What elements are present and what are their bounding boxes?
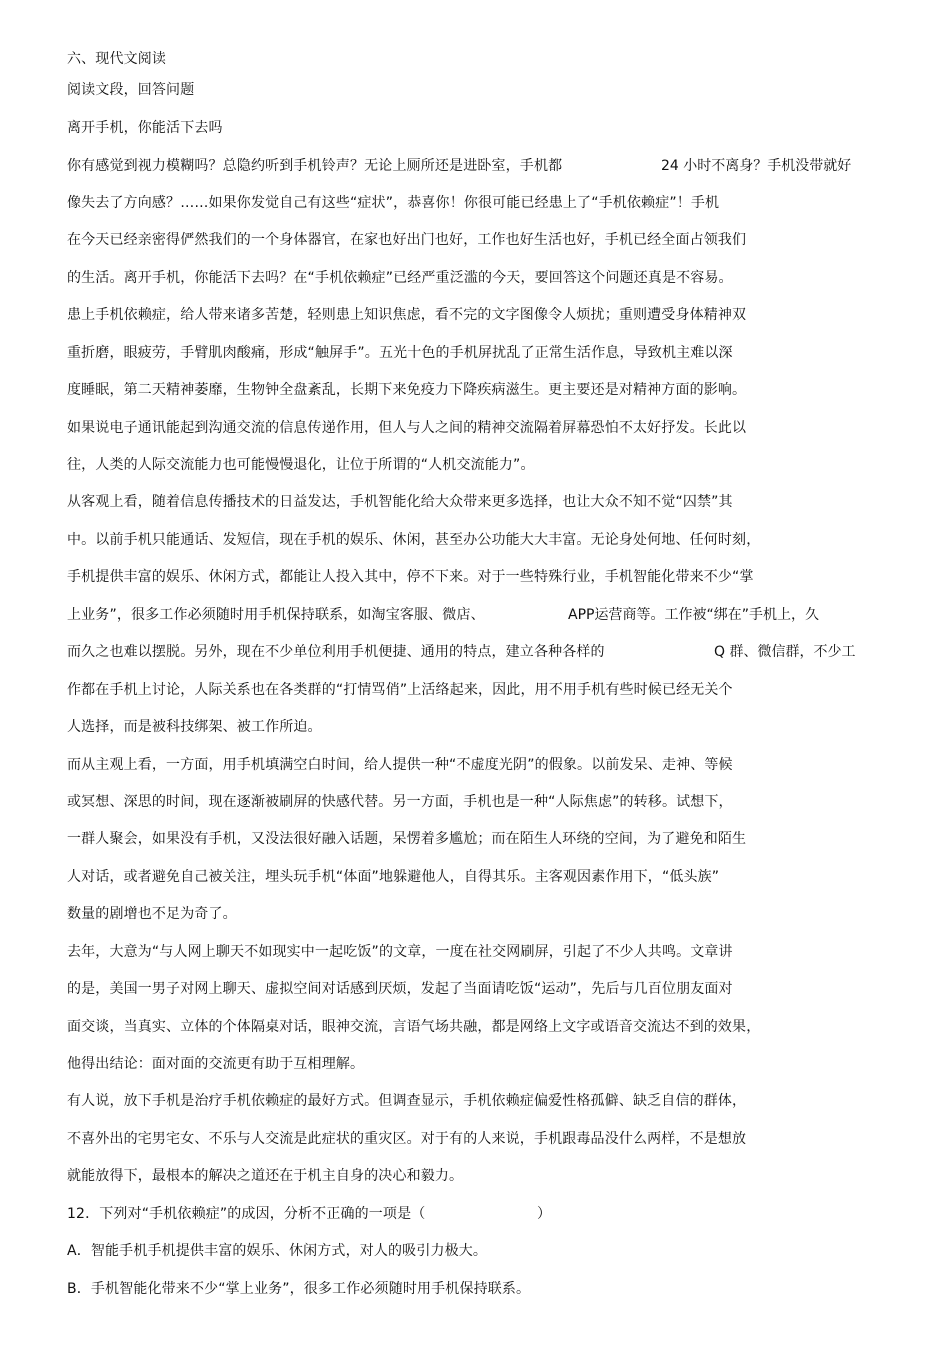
paragraph-line: 去年，大意为“与人网上聊天不如现实中一起吃饭”的文章，一度在社交网刷屏，引起了不少人共鸣。文章讲 (67, 944, 733, 960)
section-title: 六、现代文阅读 (67, 51, 167, 67)
paragraph-line: 的是，美国一男子对网上聊天、虚拟空间对话感到厌烦，发起了当面请吃饭“运动”，先后与几百位朋友面对 (67, 981, 733, 997)
option-b: B．手机智能化带来不少“掌上业务”，很多工作必须随时用手机保持联系。 (67, 1281, 531, 1297)
paragraph-line: 他得出结论：面对面的交流更有助于互相理解。 (67, 1056, 365, 1072)
paragraph-line-tail: Q 群、微信群，不少工 (714, 644, 856, 660)
paragraph-line: 重折磨，眼疲劳，手臂肌肉酸痛，形成“触屏手”。五光十色的手机屏扰乱了正常生活作息，导致机主难以深 (67, 345, 733, 361)
paragraph-line: 不喜外出的宅男宅女、不乐与人交流是此症状的重灾区。对于有的人来说，手机跟毒品没什么两样，不是想放 (67, 1131, 747, 1147)
paragraph-line: 像失去了方向感？……如果你发觉自己有这些“症状”，恭喜你！你很可能已经患上了“手机依赖症”！手机 (67, 195, 720, 211)
paragraph-line: 人选择，而是被科技绑架、被工作所迫。 (67, 719, 322, 735)
paragraph-line: 就能放得下，最根本的解决之道还在于机主自身的决心和毅力。 (67, 1168, 464, 1184)
paragraph-line: 数量的剧增也不足为奇了。 (67, 906, 237, 922)
paragraph-line: 上业务”，很多工作必须随时用手机保持联系，如淘宝客服、微店、 (67, 607, 485, 623)
paragraph-line: 度睡眠，第二天精神萎靡，生物钟全盘紊乱，长期下来免疫力下降疾病滋生。更主要还是对精神方面的影响。 (67, 382, 747, 398)
instruction: 阅读文段，回答问题 (67, 82, 195, 98)
paragraph-line: 手机提供丰富的娱乐、休闲方式，都能让人投入其中，停不下来。对于一些特殊行业，手机智能化带来不少“掌 (67, 569, 754, 585)
paragraph-line: 作都在手机上讨论，人际关系也在各类群的“打情骂俏”上活络起来，因此，用不用手机有些时候已经无关个 (67, 682, 733, 698)
paragraph-line: 往，人类的人际交流能力也可能慢慢退化，让位于所谓的“人机交流能力”。 (67, 457, 535, 473)
paragraph-line: 的生活。离开手机，你能活下去吗？在“手机依赖症”已经严重泛滥的今天，要回答这个问题还真是不容易。 (67, 270, 733, 286)
paragraph-line: 一群人聚会，如果没有手机，又没法很好融入话题，呆愣着多尴尬；而在陌生人环绕的空间，为了避免和陌生 (67, 831, 747, 847)
paragraph-line-tail: 24 小时不离身？手机没带就好 (661, 158, 852, 174)
question-close-paren: ） (537, 1206, 551, 1222)
paragraph-line: 人对话，或者避免自己被关注，埋头玩手机“体面”地躲避他人，自得其乐。主客观因素作用下，“低头族” (67, 869, 720, 885)
paragraph-line: 从客观上看，随着信息传播技术的日益发达，手机智能化给大众带来更多选择，也让大众不知不觉“囚禁”其 (67, 494, 733, 510)
paragraph-line: 中。以前手机只能通话、发短信，现在手机的娱乐、休闲，甚至办公功能大大丰富。无论身处何地、任何时刻， (67, 532, 761, 548)
paragraph-line: 有人说，放下手机是治疗手机依赖症的最好方式。但调查显示，手机依赖症偏爱性格孤僻、缺乏自信的群体， (67, 1093, 747, 1109)
paragraph-line-tail: APP运营商等。工作被“绑在”手机上，久 (568, 607, 819, 623)
paragraph-line: 或冥想、深思的时间，现在逐渐被刷屏的快感代替。另一方面，手机也是一种“人际焦虑”的转移。试想下， (67, 794, 733, 810)
paragraph-line: 面交谈，当真实、立体的个体隔桌对话，眼神交流，言语气场共融，都是网络上文字或语音交流达不到的效果， (67, 1019, 761, 1035)
paragraph-line: 而从主观上看，一方面，用手机填满空白时间，给人提供一种“不虚度光阴”的假象。以前发呆、走神、等候 (67, 757, 733, 773)
paragraph-line: 你有感觉到视力模糊吗？总隐约听到手机铃声？无论上厕所还是进卧室，手机都 (67, 158, 563, 174)
article-title: 离开手机，你能活下去吗 (67, 120, 223, 136)
question-stem: 12．下列对“手机依赖症”的成因，分析不正确的一项是（ (67, 1206, 426, 1222)
paragraph-line: 而久之也难以摆脱。另外，现在不少单位利用手机便捷、通用的特点，建立各种各样的 (67, 644, 605, 660)
paragraph-line: 患上手机依赖症，给人带来诸多苦楚，轻则患上知识焦虑，看不完的文字图像令人烦扰；重则遭受身体精神双 (67, 307, 747, 323)
option-a: A．智能手机手机提供丰富的娱乐、休闲方式，对人的吸引力极大。 (67, 1243, 488, 1259)
paragraph-line: 如果说电子通讯能起到沟通交流的信息传递作用，但人与人之间的精神交流隔着屏幕恐怕不太好抒发。长此以 (67, 420, 747, 436)
paragraph-line: 在今天已经亲密得俨然我们的一个身体器官，在家也好出门也好，工作也好生活也好，手机已经全面占领我们 (67, 232, 747, 248)
